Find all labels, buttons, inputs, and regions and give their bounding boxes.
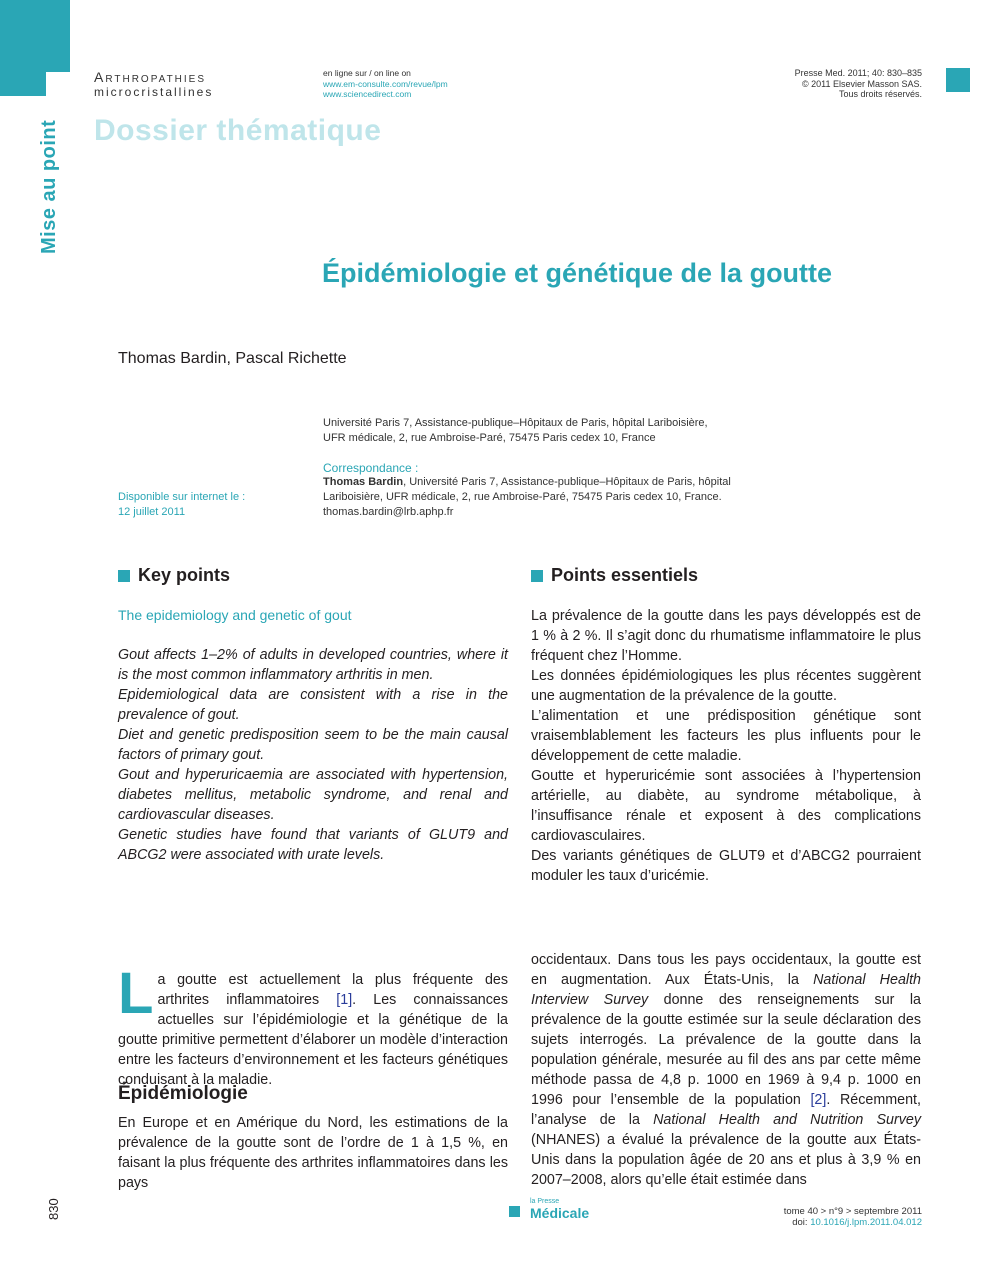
point-essentiel-bold: L’alimentation et une prédisposition génétique sont vraisemblablement les facteurs les plus influents [531, 708, 921, 744]
side-label: Mise au point [38, 119, 60, 254]
online-link-em-consulte[interactable]: www.em-consulte.com/revue/lpm [323, 78, 448, 89]
key-point-item: Diet and genetic predisposition seem to be the main causal factors of primary gout. [118, 727, 508, 763]
correspondence-address: , Université Paris 7, Assistance-publique–Hôpitaux de Paris, hôpital Lariboisière, UFR médicale, 2, rue Ambroise-Paré, 75475 Paris cedex 10, France. [323, 476, 731, 503]
doi-label: doi: [792, 1217, 811, 1228]
square-bullet-icon [531, 570, 543, 582]
availability-label: Disponible sur internet le : [118, 491, 246, 503]
epidemiology-paragraph: En Europe et en Amérique du Nord, les estimations de la prévalence de la goutte sont de l’ordre de 1 à 1,5 %, en faisant la plus fréquente des arthrites inflammatoires dans les pays [118, 1115, 508, 1191]
logo-main-text: Médicale [530, 1205, 590, 1221]
journal-ref-line-1: Presse Med. 2011; 40: 830–835 [794, 68, 922, 78]
key-point-item: Gout and hyperuricaemia are associated with hypertension, diabetes mellitus, metabolic syndrome, and renal and cardiovascular diseases. [118, 767, 508, 823]
key-points-list [118, 645, 508, 865]
square-bullet-icon [118, 570, 130, 582]
affiliation: Université Paris 7, Assistance-publique–Hôpitaux de Paris, hôpital Lariboisière, UFR médicale, 2, rue Ambroise-Paré, 75475 Paris cedex 10, France [323, 417, 708, 444]
points-essentiels-list [531, 606, 921, 886]
point-essentiel-rest: pour le développement de cette maladie. [531, 728, 922, 764]
logo-text [530, 1198, 589, 1220]
availability-date: 12 juillet 2011 [118, 506, 186, 518]
right-text-b: donne des renseignements sur la prévalence de la goutte estimée sur la seule déclaration des sujets interrogés. La prévalence de la goutte dans la population générale, mesurée au fil des ans par cette même méthode passa de 4,8 p. 1000 en 1969 à 9,4 p. 1000 en 1996 pour l’ensemble de la population [531, 992, 921, 1108]
doi-line [784, 1217, 922, 1228]
logo-square-icon [509, 1206, 520, 1217]
online-availability [323, 68, 448, 100]
issue-info: tome 40 > n°9 > septembre 2011 [783, 1206, 922, 1217]
right-text-c: . Récemment, l’analyse de la [531, 1092, 921, 1128]
reference-link-1[interactable]: [1] [336, 992, 353, 1008]
right-text-a: occidentaux. Dans tous les pays occidentaux, la goutte est en augmentation. Aux États-Unis, la [531, 952, 921, 988]
article-title: Épidémiologie et génétique de la goutte [322, 258, 833, 288]
key-point-item: Genetic studies have found that variants of GLUT9 and ABCG2 were associated with urate levels. [118, 827, 508, 863]
online-link-sciencedirect[interactable]: www.sciencedirect.com [323, 89, 412, 99]
logo-small-text: la Presse [530, 1198, 560, 1205]
availability [118, 490, 278, 520]
intro-paragraph [118, 961, 508, 1090]
journal-ref-line-2: © 2011 Elsevier Masson SAS. [801, 78, 922, 89]
survey-name-2: National Health and Nutrition Survey [653, 1112, 921, 1128]
key-point-item: Gout affects 1–2% of adults in developed countries, where it is the most common inflammatory arthritis in men. [118, 647, 508, 683]
online-label: en ligne sur / on line on [323, 68, 411, 78]
points-essentiels-heading-text: Points essentiels [551, 565, 699, 585]
point-essentiel-rest: Il s’agit donc du rhumatisme inflammatoire le plus fréquent chez l’Homme. [531, 628, 921, 664]
doi-link[interactable]: 10.1016/j.lpm.2011.04.012 [810, 1217, 922, 1228]
correspondence [323, 475, 733, 520]
journal-logo [509, 1198, 589, 1220]
point-essentiel-bold: La prévalence de la goutte dans les pays développés est de 1 % à 2 %. [531, 608, 921, 644]
section-heading-epidemiologie: Épidémiologie [118, 1083, 248, 1104]
correspondence-heading: Correspondance : [323, 461, 419, 475]
rubric-line-1: Arthropathies [94, 69, 207, 85]
key-points-heading [118, 565, 230, 586]
footer-info [784, 1206, 922, 1228]
reference-link-2[interactable]: [2] [810, 1092, 827, 1108]
intro-text-a: a goutte est actuellement la plus fréquente des arthrites inflammatoires [157, 972, 508, 1008]
drop-cap: L [118, 961, 154, 1026]
point-essentiel-item: Les données épidémiologiques les plus récentes suggèrent une augmentation de la prévalence de la goutte. [531, 668, 921, 704]
point-essentiel-item [531, 706, 921, 766]
intro-text-b: . Les connaissances actuelles sur l’épidémiologie et la génétique de la goutte primitive permettent d’élaborer un modèle d’interaction entre les facteurs d’environnement et les facteurs génétiques conduisant à la maladie. [118, 992, 508, 1088]
journal-reference [795, 68, 922, 100]
point-essentiel-item: Goutte et hyperuricémie sont associées à l’hypertension artérielle, au diabète, au syndrome métabolique, à l’insuffisance rénale et exposent à des complications cardiovasculaires. [531, 768, 921, 844]
correspondence-name: Thomas Bardin [323, 476, 404, 488]
survey-name-1: National Health Interview Survey [531, 972, 921, 1008]
key-points-subtitle: The epidemiology and genetic of gout [118, 607, 352, 623]
key-points-heading-text: Key points [138, 565, 231, 585]
right-text-d: (NHANES) a évalué la prévalence de la goutte aux États-Unis dans la population âgée de 20 ans et plus à 3,9 % en 2007–2008, alors qu’elle était estimée dans [531, 1132, 921, 1188]
key-point-item: Epidemiological data are consistent with a rise in the prevalence of gout. [118, 687, 508, 723]
corner-notch [46, 72, 70, 96]
right-accent-square [946, 68, 970, 92]
points-essentiels-heading [531, 565, 698, 586]
page-number: 830 [46, 1198, 61, 1220]
point-essentiel-item: Des variants génétiques de GLUT9 et d’ABCG2 pourraient moduler les taux d’uricémie. [531, 848, 921, 884]
correspondence-email[interactable]: thomas.bardin@lrb.aphp.fr [323, 506, 454, 518]
article-authors: Thomas Bardin, Pascal Richette [118, 350, 347, 367]
right-column-paragraph [531, 950, 921, 1190]
section-title: Dossier thématique [94, 114, 382, 147]
rubric [94, 70, 213, 100]
rubric-line-2: microcristallines [94, 85, 214, 99]
journal-ref-line-3: Tous droits réservés. [838, 89, 922, 99]
point-essentiel-item [531, 606, 921, 666]
